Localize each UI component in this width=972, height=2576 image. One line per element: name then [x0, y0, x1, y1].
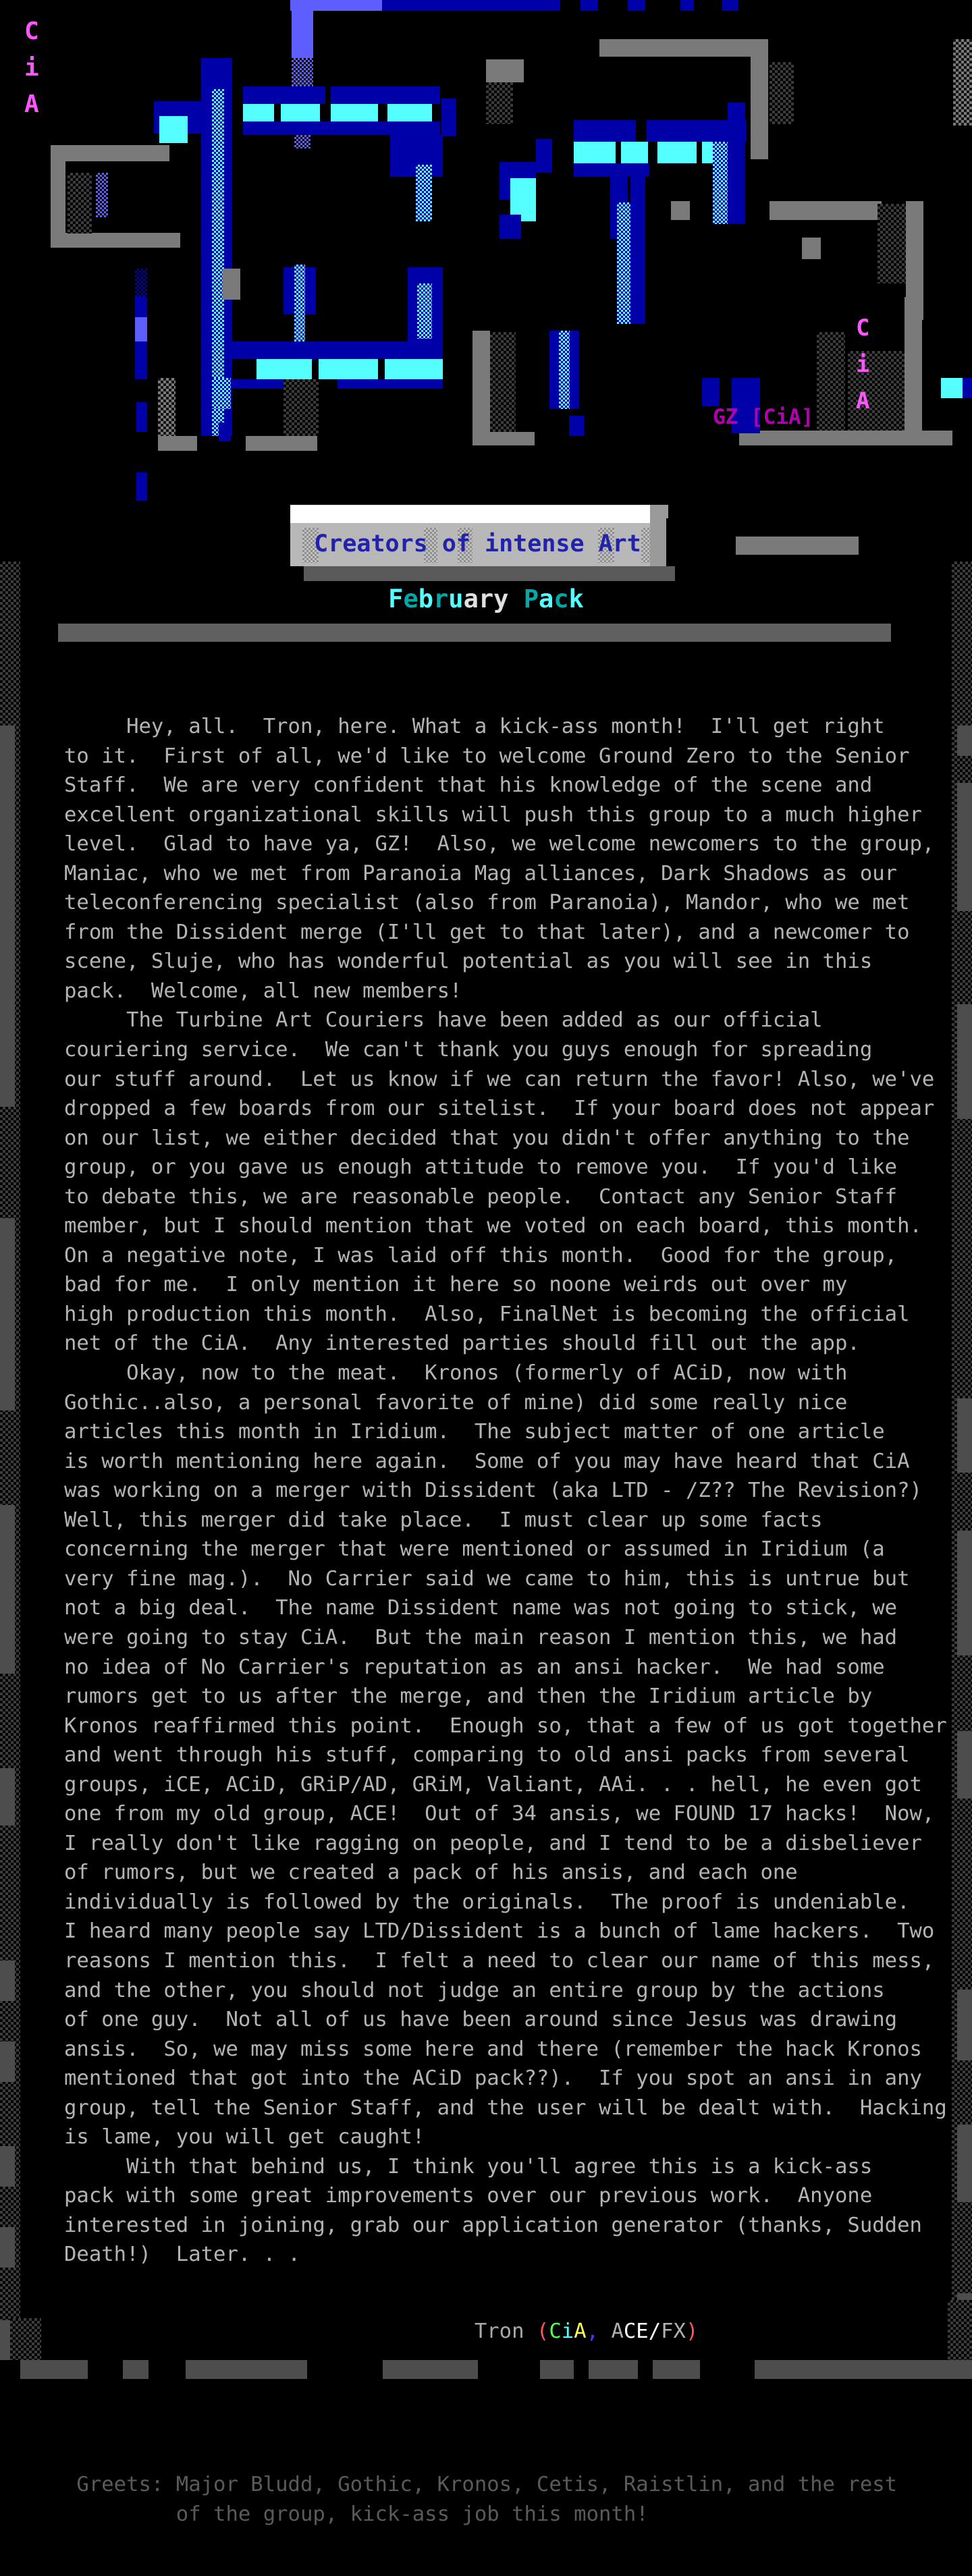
body-line: pack with some great improvements over our previous work. Anyone	[64, 2184, 873, 2208]
ansi-block	[284, 379, 319, 436]
signature-segment: /	[648, 2319, 662, 2343]
ansi-block	[574, 163, 649, 177]
artist-signature: GZ [CiA]	[713, 405, 814, 429]
pack-title-char: b	[418, 584, 434, 613]
body-line: Death!) Later. . .	[64, 2243, 300, 2267]
pack-title-char: r	[478, 584, 494, 613]
body-line: groups, iCE, ACiD, GRiP/AD, GRiM, Valiant, AAi. . . hell, he even got	[64, 1772, 922, 1797]
ansi-block	[232, 341, 443, 359]
cia-vertical-text-right	[856, 314, 869, 424]
signature-segment: ,	[586, 2319, 599, 2343]
ansi-block	[957, 1990, 972, 2060]
ansi-block	[957, 725, 972, 756]
body-line: Kronos reaffirmed this point. Enough so, that a few of us got together	[64, 1714, 947, 1738]
ansi-block	[290, 0, 382, 11]
ansi-block	[473, 331, 490, 444]
ansi-block	[441, 99, 456, 136]
ansi-block	[331, 86, 440, 104]
ansi-block	[486, 82, 513, 124]
ansi-block	[246, 436, 317, 451]
body-line: Okay, now to the meat. Kronos (formerly of ACiD, now with	[64, 1361, 848, 1386]
ansi-block	[770, 62, 794, 124]
signature-segment: A	[574, 2319, 587, 2343]
pack-title-char: F	[388, 584, 404, 613]
cia-letter: C	[24, 18, 39, 45]
signature-line	[64, 2317, 947, 2347]
ansi-block	[905, 297, 922, 445]
body-line: level. Glad to have ya, GZ! Also, we welcome newcomers to the group,	[64, 832, 935, 856]
ansi-block	[957, 1531, 972, 1655]
pack-title-char: e	[403, 584, 418, 613]
body-line: reasons I mention this. I felt a need to clear our name of this mess,	[64, 1948, 935, 1973]
ansi-block	[331, 104, 378, 121]
body-line: Staff. We are very confident that his knowledge of the scene and	[64, 773, 873, 798]
pack-title-char	[508, 584, 523, 613]
ansi-block	[657, 142, 697, 163]
body-line: mentioned that got into the ACiD pack??). If you spot an ansi in any	[64, 2066, 922, 2091]
ansi-block	[10, 2318, 41, 2360]
ansi-block	[722, 0, 738, 11]
ansi-block	[617, 202, 630, 324]
body-line: and went through his stuff, comparing to old ansi packs from several	[64, 1743, 910, 1767]
body-line: member, but I should mention that we voted on each board, this month.	[64, 1214, 922, 1238]
body-line: is worth mentioning here again. Some of you may have heard that CiA	[64, 1449, 910, 1473]
ansi-block	[630, 177, 645, 324]
pack-title-char: a	[538, 584, 554, 613]
ansi-block	[319, 359, 378, 379]
body-line: On a negative note, I was laid off this month. Good for the group,	[64, 1243, 898, 1267]
group-name-badge: Creators of intense Art	[314, 530, 641, 557]
body-line: Well, this merger did take place. I must clear up some facts	[64, 1508, 823, 1532]
ansi-block	[751, 57, 768, 159]
pack-title-char: r	[433, 584, 449, 613]
ansi-block	[96, 173, 108, 217]
pack-title-char: P	[523, 584, 539, 613]
ansi-block	[957, 1004, 972, 1119]
body-line: not a big deal. The name Dissident name was not going to stick, we	[64, 1596, 898, 1620]
ansi-block	[0, 2227, 15, 2268]
body-line: and the other, you should not judge an entire group by the actions	[64, 1978, 885, 2002]
ansi-block	[135, 269, 147, 297]
ansi-block	[135, 297, 147, 317]
body-line: excellent organizational skills will push this group to a much higher	[64, 802, 922, 827]
ansi-block	[680, 0, 694, 11]
ansi-block	[770, 201, 882, 220]
ansi-block	[58, 624, 891, 642]
ansi-block	[941, 378, 963, 398]
pack-title-char: u	[448, 584, 464, 613]
ansi-block	[223, 269, 240, 300]
body-line: high production this month. Also, FinalNet is becoming the official	[64, 1302, 910, 1326]
ansi-block	[416, 165, 432, 221]
signature-segment: CE	[623, 2319, 649, 2343]
ansi-block	[304, 566, 675, 581]
body-line: articles this month in Iridium. The subject matter of one article	[64, 1420, 885, 1444]
ansi-block	[243, 104, 274, 121]
body-line: was working on a merger with Dissident (aka LTD - /Z?? The Revision?)	[64, 1479, 922, 1503]
ansi-block	[0, 1768, 15, 1826]
pack-title	[0, 584, 972, 613]
ansi-block	[736, 537, 859, 555]
ansi-block	[387, 104, 432, 121]
body-line: of rumors, but we created a pack of his ansis, and each one	[64, 1861, 798, 1885]
body-line: couriering service. We can't thank you guys enough for spreading	[64, 1038, 873, 1062]
ansi-block	[0, 725, 15, 1107]
ansi-block	[599, 39, 768, 57]
ansi-block	[569, 416, 584, 436]
ansi-block	[957, 2125, 972, 2202]
signature-segment: FX	[661, 2319, 686, 2343]
ansi-block	[202, 378, 212, 409]
body-line: Gothic..also, a personal favorite of mine) did some really nice	[64, 1390, 848, 1415]
body-line: teleconferencing specialist (also from Paranoia), Mandor, who we met	[64, 891, 910, 915]
signature-segment: )	[685, 2319, 699, 2343]
ansi-block	[490, 332, 516, 432]
body-line: group, tell the Senior Staff, and the user will be dealt with. Hacking	[64, 2095, 947, 2120]
ansi-block	[243, 86, 325, 104]
ansi-block	[580, 0, 598, 11]
ansi-block	[953, 39, 972, 126]
body-line: pack. Welcome, all new members!	[64, 979, 462, 1003]
body-line: Hey, all. Tron, here. What a kick-ass month! I'll get right	[64, 715, 885, 738]
ansi-block	[500, 215, 521, 239]
ansi-block	[136, 402, 147, 432]
body-line: of one guy. Not all of us have been around since Jesus was drawing	[64, 2008, 898, 2032]
ansi-block	[570, 331, 579, 409]
cia-letter: C	[856, 314, 870, 341]
ansi-block	[0, 1218, 15, 1410]
greets-text	[64, 2470, 947, 2529]
ansi-block	[136, 472, 147, 501]
body-line: Maniac, who we met from Paranoia Mag alliances, Dark Shadows as our	[64, 861, 898, 885]
ansi-block	[135, 317, 147, 341]
ansi-block	[292, 58, 313, 89]
pack-title-char: a	[463, 584, 479, 613]
signature-segment: Tron	[64, 2319, 537, 2343]
ansi-block	[671, 201, 690, 220]
ansi-block	[201, 58, 232, 89]
ansi-block	[559, 331, 570, 409]
ansi-block	[51, 233, 180, 248]
ansi-block	[0, 2146, 15, 2187]
body-line: on our list, we either decided that you didn't offer anything to the	[64, 1126, 910, 1150]
body-line: to debate this, we are reasonable people. Contact any Senior Staff	[64, 1184, 898, 1209]
body-line: rumors get to us after the merge, and then the Iridium article by	[64, 1684, 873, 1709]
body-line: With that behind us, I think you'll agree this is a kick-ass	[64, 2154, 873, 2178]
pack-title-char: y	[493, 584, 509, 613]
body-line: is lame, you will get caught!	[64, 2125, 425, 2149]
ansi-block	[621, 142, 648, 163]
ansi-block	[68, 173, 92, 234]
ansi-block	[957, 783, 972, 911]
ansi-block	[219, 422, 231, 441]
body-line: interested in joining, grab our application generator (thanks, Sudden	[64, 2213, 922, 2237]
ansi-block	[135, 341, 147, 379]
body-line: group, or you gave us enough attitude to remove you. If you'd like	[64, 1155, 898, 1180]
ansi-block	[802, 238, 821, 259]
cia-letter: A	[856, 387, 870, 414]
signature-segment: A	[611, 2319, 624, 2343]
body-line: concerning the merger that were mentioned or assumed in Iridium (a	[64, 1537, 885, 1562]
letter-text	[64, 665, 947, 2576]
body-line: very fine mag.). No Carrier said we came to him, this is untrue but	[64, 1566, 910, 1591]
ansi-block	[243, 121, 440, 135]
body-line: ansis. So, we may miss some here and there (remember the hack Kronos	[64, 2037, 922, 2061]
signature-segment: i	[561, 2319, 574, 2343]
ansi-block	[0, 2041, 15, 2082]
ansi-block	[473, 432, 535, 445]
ansi-block	[417, 283, 432, 339]
cia-vertical-text-left	[24, 18, 39, 127]
body-line: from the Dissident merge (I'll get to that later), and a newcomer to	[64, 920, 910, 944]
body-line: to it. First of all, we'd like to welcome Ground Zero to the Senior	[64, 744, 910, 768]
spacer	[64, 2394, 947, 2423]
ansi-block	[338, 379, 443, 389]
ansi-block	[702, 378, 720, 406]
body-line: net of the CiA. Any interested parties should fill out the app.	[64, 1332, 860, 1356]
pack-title-char: c	[554, 584, 569, 613]
cia-letter: i	[856, 351, 870, 378]
ansi-block	[536, 139, 552, 173]
ansi-block	[0, 1961, 15, 2001]
ansi-block	[281, 104, 320, 121]
ansi-block	[549, 331, 559, 409]
ansi-block	[159, 116, 188, 143]
ansi-block	[628, 0, 645, 11]
signature-segment: C	[549, 2319, 562, 2343]
ansi-block	[292, 11, 313, 58]
ansi-block	[382, 0, 560, 11]
ansi-block	[817, 332, 845, 431]
ansi-block	[256, 359, 312, 379]
ansi-block	[385, 359, 443, 379]
signature-segment	[599, 2320, 611, 2343]
body-line: scene, Sluje, who has wonderful potential as you will see in this	[64, 950, 873, 974]
body-line: I heard many people say LTD/Dissident is a bunch of lame hackers. Two	[64, 1919, 935, 1944]
body-line: The Turbine Art Couriers have been added as our official	[64, 1008, 823, 1033]
pack-title-char: k	[568, 584, 584, 613]
ansi-block	[963, 378, 972, 398]
cia-letter: A	[24, 90, 39, 118]
body-line: bad for me. I only mention it here so noone weirds out over my	[64, 1273, 848, 1297]
ansi-block	[713, 142, 728, 224]
body-line: no idea of No Carrier's reputation as an ansi hacker. We had some	[64, 1655, 885, 1679]
ansi-block	[305, 267, 316, 314]
cia-letter: i	[24, 54, 39, 82]
ansi-block	[728, 103, 745, 224]
ansi-block	[158, 436, 197, 451]
ansi-block	[574, 142, 616, 163]
body-line: one from my old group, ACE! Out of 34 ansis, we FOUND 17 hacks! Now,	[64, 1802, 935, 1826]
ansi-block	[957, 1398, 972, 1473]
body-line: I really don't like ragging on people, and I tend to be a disbeliever	[64, 1831, 922, 1855]
ansi-block	[290, 505, 651, 523]
ansi-block	[212, 378, 231, 409]
ansi-block	[878, 204, 906, 283]
body-line: individually is followed by the originals. The proof is undeniable.	[64, 1890, 910, 1914]
greets-line: of the group, kick-ass job this month!	[64, 2502, 649, 2526]
ansi-block	[486, 59, 524, 82]
ansi-block	[948, 2300, 972, 2360]
ansi-block	[957, 1731, 972, 1799]
body-line: our stuff around. Let us know if we can return the favor! Also, we've	[64, 1067, 935, 1091]
ansi-block	[574, 120, 636, 142]
ansi-block	[51, 145, 169, 161]
ansi-block	[284, 267, 294, 314]
greets-line: Greets: Major Bludd, Gothic, Kronos, Cetis, Raistlin, and the rest	[64, 2473, 898, 2497]
signature-segment: (	[536, 2319, 549, 2343]
body-line: dropped a few boards from our sitelist. If your board does not appear	[64, 1097, 935, 1121]
body-line: were going to stay CiA. But the main reason I mention this, we had	[64, 1625, 898, 1649]
body-paragraphs	[64, 712, 947, 2270]
ansi-block	[0, 1505, 15, 1674]
